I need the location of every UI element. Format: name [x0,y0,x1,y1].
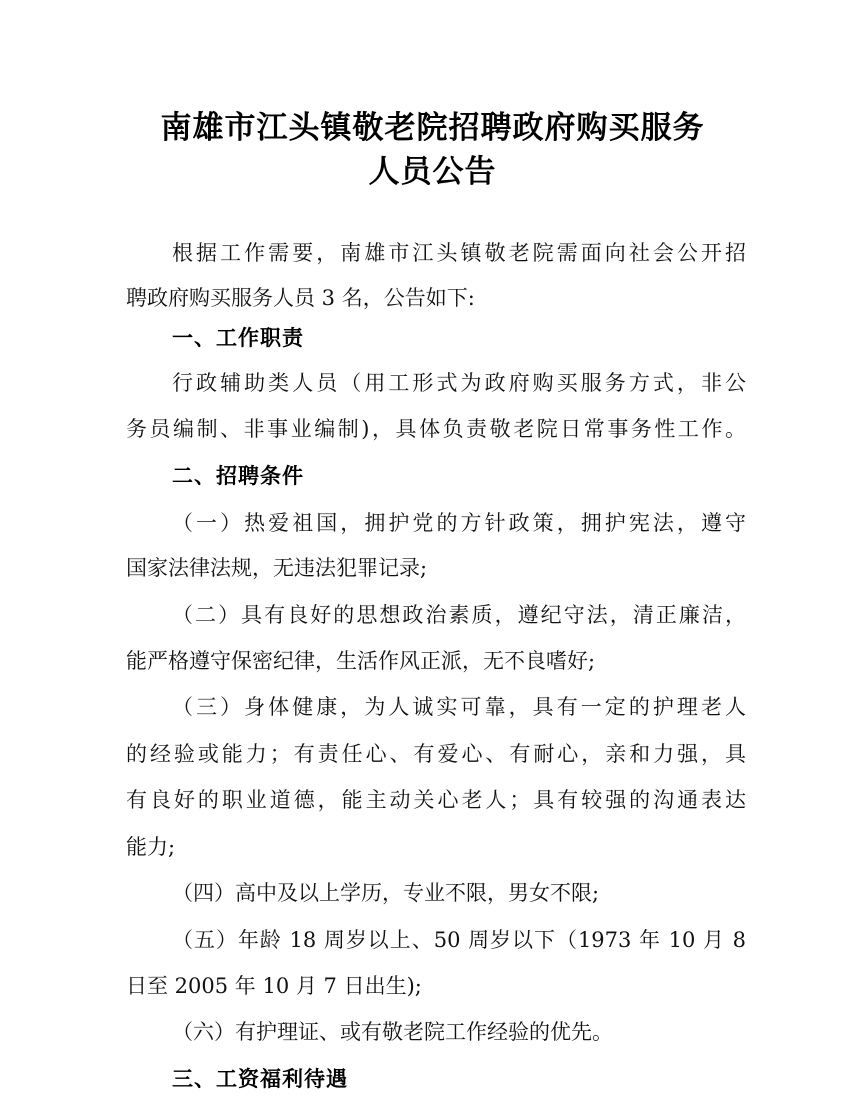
document-title-line-2: 人员公告 [368,154,497,190]
requirement-3-line-2: 的经验或能力；有责任心、有爱心、有耐心，亲和力强，具 [126,742,746,766]
requirement-1-line-1: （一）热爱祖国，拥护党的方针政策，拥护宪法，遵守 [172,511,746,535]
section-heading-salary-benefits: 三、工资福利待遇 [172,1067,348,1091]
section-heading-requirements: 二、招聘条件 [172,464,304,488]
requirement-6-line-1: （六）有护理证、或有敬老院工作经验的优先。 [172,1020,613,1044]
requirement-5-line-1: （五）年龄 18 周岁以上、50 周岁以下（1973 年 10 月 8 [172,928,746,952]
requirement-3-line-1: （三）身体健康，为人诚实可靠，具有一定的护理老人 [172,695,746,719]
requirement-3-line-4: 能力; [126,835,176,859]
intro-line-2: 聘政府购买服务人员 3 名，公告如下: [126,286,475,310]
document-title-line-1: 南雄市江头镇敬老院招聘政府购买服务 [160,110,705,146]
intro-line-1: 根据工作需要，南雄市江头镇敬老院需面向社会公开招 [172,241,746,265]
section-heading-duties: 一、工作职责 [172,326,304,350]
duties-line-1: 行政辅助类人员（用工形式为政府购买服务方式，非公 [172,371,746,395]
requirement-2-line-1: （二）具有良好的思想政治素质，遵纪守法，清正廉洁， [172,603,746,627]
requirement-3-line-3: 有良好的职业道德，能主动关心老人；具有较强的沟通表达 [126,788,746,812]
requirement-5-line-2: 日至 2005 年 10 月 7 日出生); [126,974,422,998]
requirement-1-line-2: 国家法律法规，无违法犯罪记录; [126,556,428,580]
requirement-4-line-1: （四）高中及以上学历，专业不限，男女不限; [172,881,600,905]
requirement-2-line-2: 能严格遵守保密纪律，生活作风正派，无不良嗜好; [126,649,596,673]
duties-line-2: 务员编制、非事业编制)，具体负责敬老院日常事务性工作。 [126,417,746,441]
